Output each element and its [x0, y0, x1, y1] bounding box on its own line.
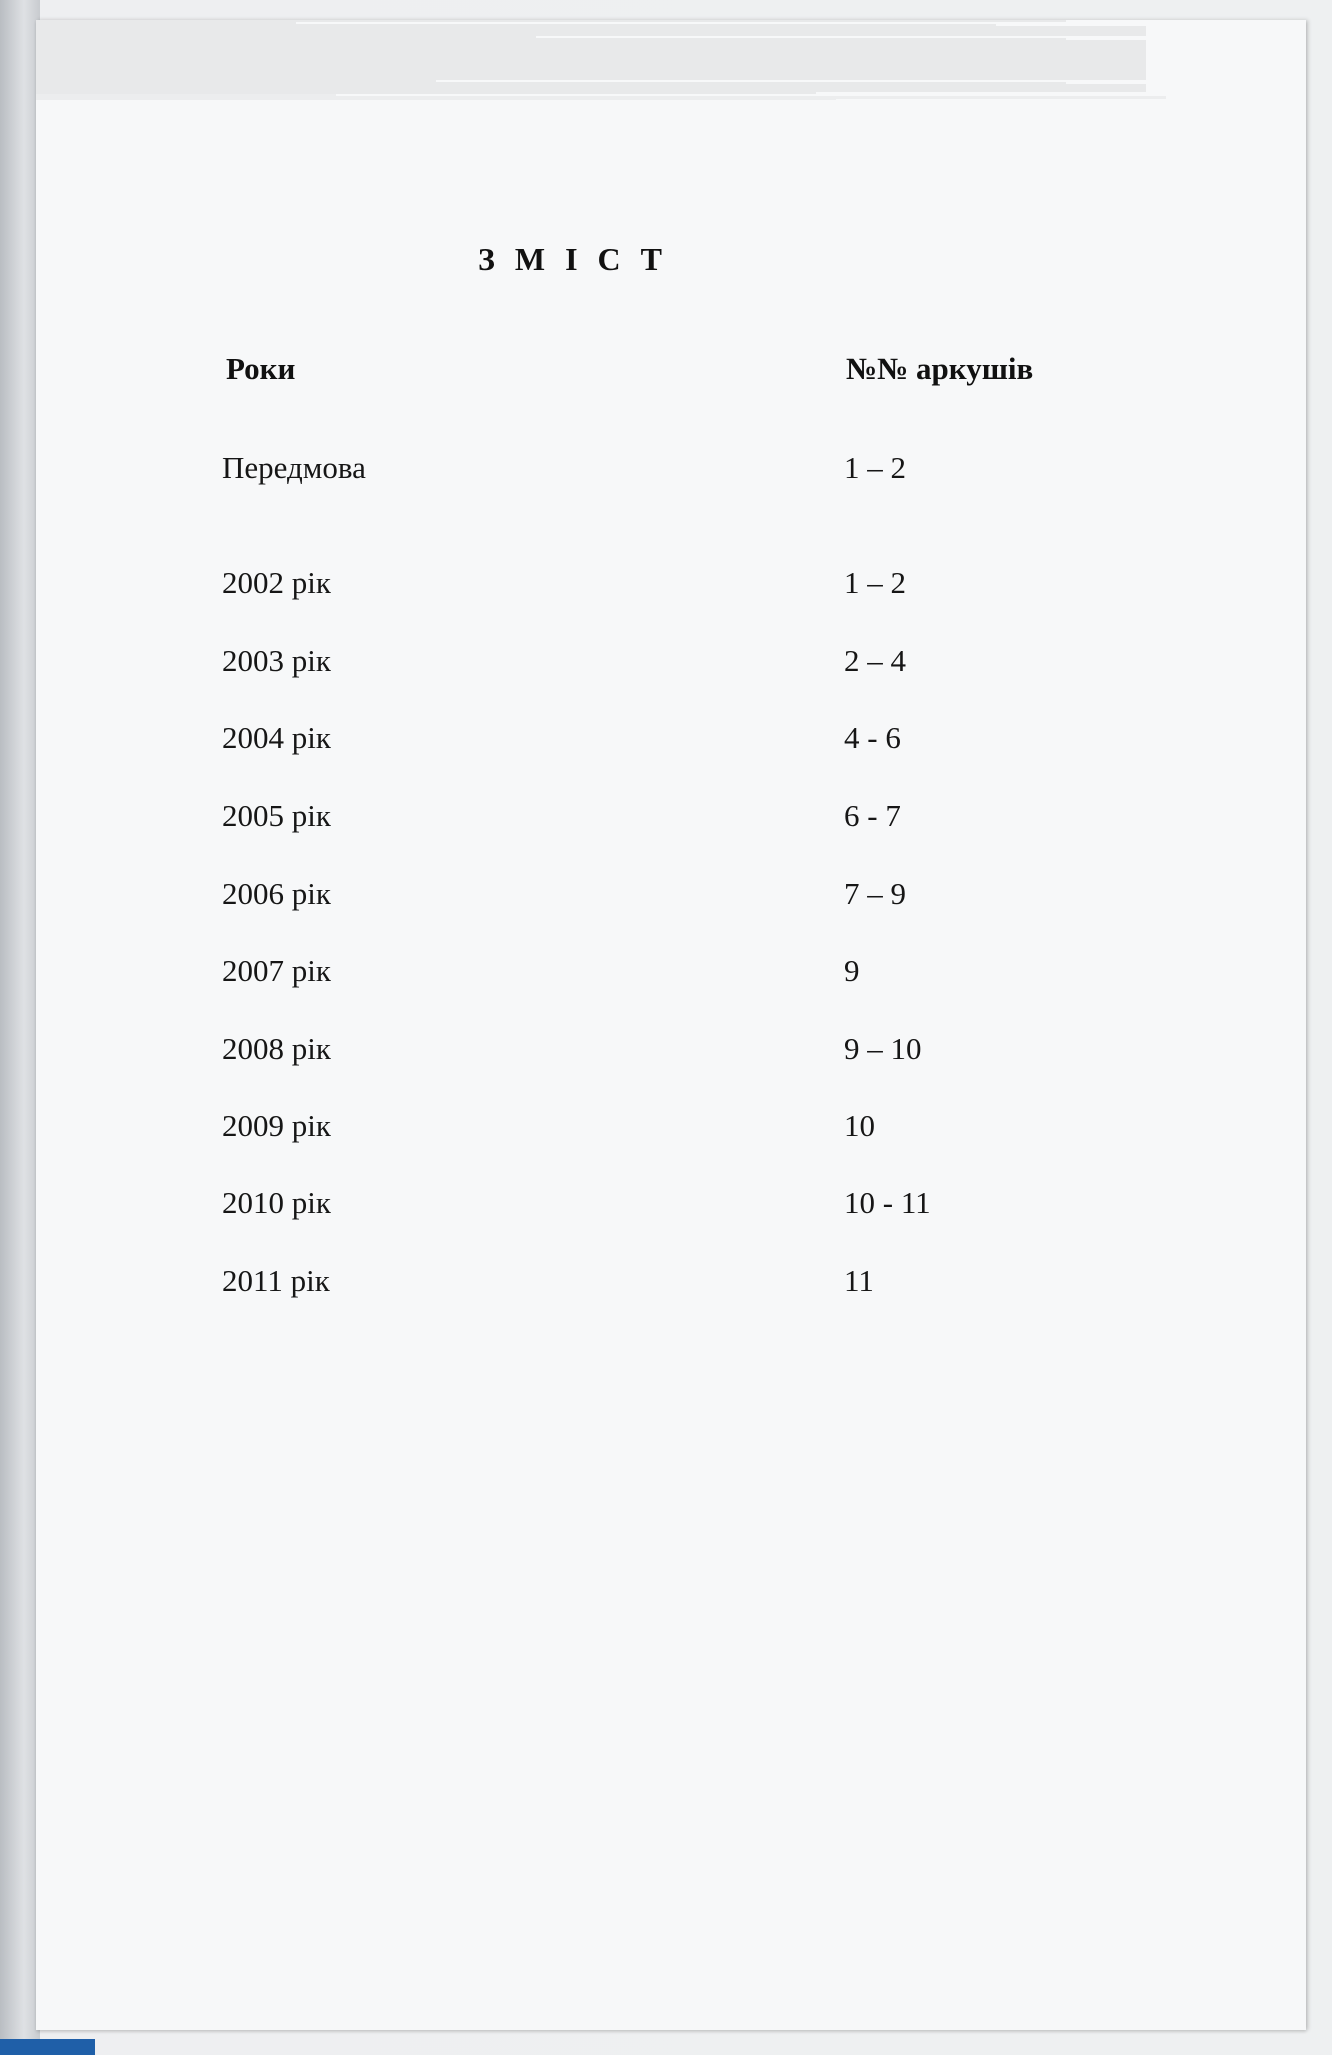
toc-row-label: Передмова: [222, 450, 366, 485]
toc-row-label: 2004 рік: [222, 720, 331, 755]
toc-row-label: 2003 рік: [222, 643, 331, 678]
toc-row-pages: 2 – 4: [844, 643, 906, 678]
toc-row-pages: 10: [844, 1108, 875, 1143]
toc-row-pages: 7 – 9: [844, 876, 906, 911]
toc-row-label: 2005 рік: [222, 798, 331, 833]
toc-row-pages: 4 - 6: [844, 720, 901, 755]
column-header-years: Роки: [226, 351, 296, 386]
toc-row-pages: 6 - 7: [844, 798, 901, 833]
toc-row-pages: 10 - 11: [844, 1185, 931, 1220]
toc-row-label: 2002 рік: [222, 565, 331, 600]
toc-row-label: 2006 рік: [222, 876, 331, 911]
toc-row-pages: 9 – 10: [844, 1031, 922, 1066]
blue-corner: [0, 2039, 95, 2055]
toc-row-label: 2007 рік: [222, 953, 331, 988]
toc-row-pages: 9: [844, 953, 860, 988]
toc-row-label: 2009 рік: [222, 1108, 331, 1143]
toc-row-pages: 1 – 2: [844, 565, 906, 600]
toc-row-label: 2011 рік: [222, 1263, 330, 1298]
column-header-pages: №№ аркушів: [846, 351, 1034, 386]
toc-row-pages: 1 – 2: [844, 450, 906, 485]
document-title: З М І С Т: [478, 241, 668, 277]
show-through-footnote: [36, 99, 836, 101]
document-page: [36, 20, 1306, 2030]
toc-row-label: 2010 рік: [222, 1185, 331, 1220]
toc-row-label: 2008 рік: [222, 1031, 331, 1066]
toc-row-pages: 11: [844, 1263, 874, 1298]
binder-spine: [0, 0, 40, 2055]
